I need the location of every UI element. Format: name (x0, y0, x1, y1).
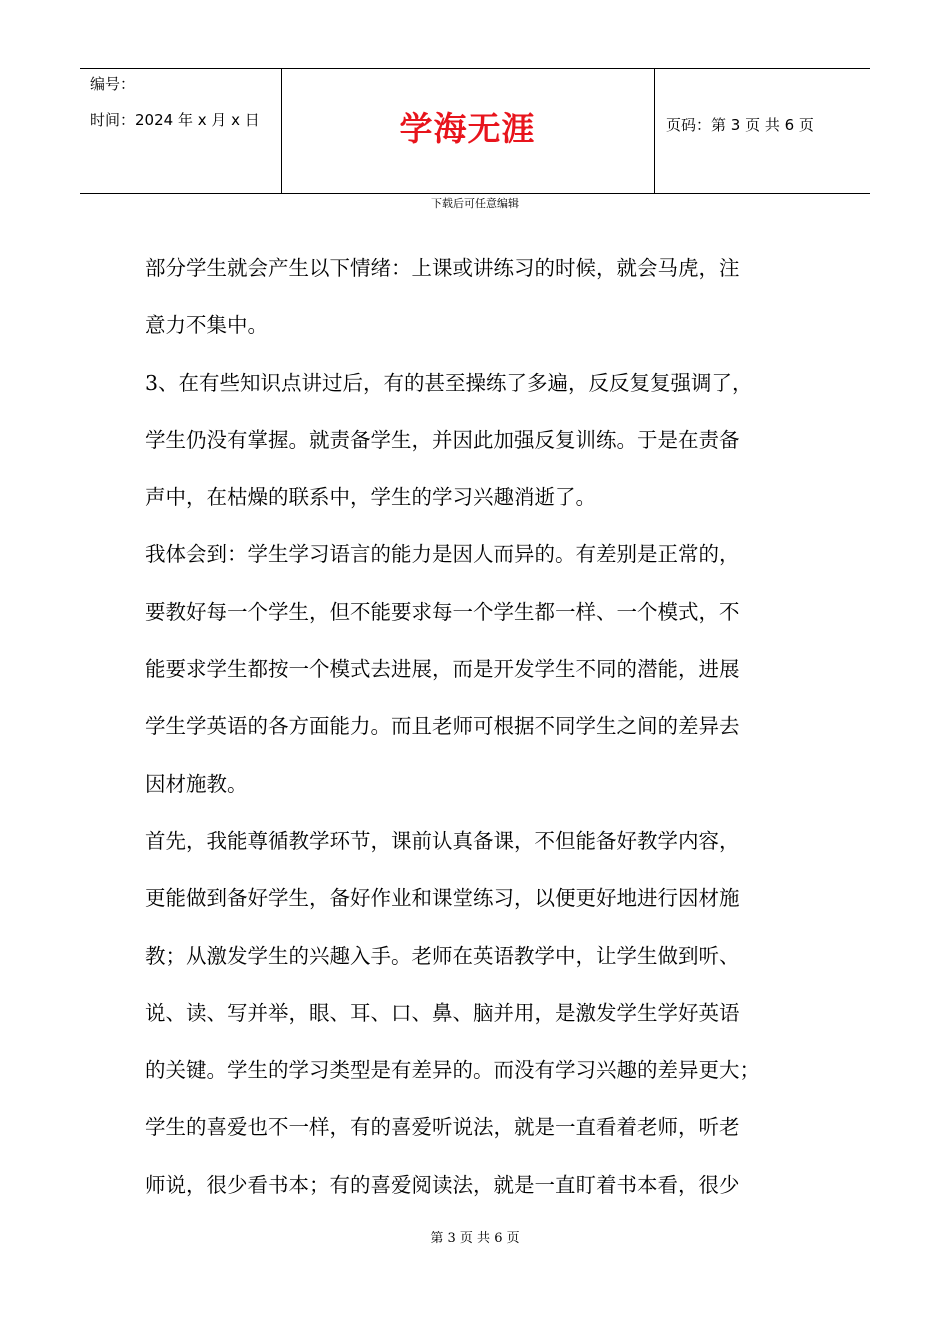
body-line: 能要求学生都按一个模式去进展，而是开发学生不同的潜能，进展 (145, 657, 740, 682)
body-line: 因材施教。 (145, 771, 248, 796)
header-right-cell (655, 69, 870, 193)
document-body (145, 240, 845, 1214)
edit-note: 下载后可任意编辑 (431, 197, 519, 210)
body-line: 学生仍没有掌握。就责备学生，并因此加强反复训练。于是在责备 (145, 427, 740, 452)
body-line: 意力不集中。 (145, 313, 268, 338)
body-line: 3、在有些知识点讲过后，有的甚至操练了多遍，反反复复强调了， (145, 370, 753, 395)
header-left-cell (80, 69, 282, 193)
body-line: 部分学生就会产生以下情绪：上课或讲练习的时候，就会马虎，注 (145, 256, 740, 280)
date-label: 时间：2024 年 x 月 x 日 (90, 111, 260, 129)
body-line: 说、读、写并举，眼、耳、口、鼻、脑并用，是激发学生学好英语 (145, 1000, 740, 1025)
body-line: 我体会到：学生学习语言的能力是因人而异的。有差别是正常的， (145, 542, 740, 567)
body-line: 首先，我能尊循教学环节，课前认真备课，不但能备好教学内容， (145, 828, 740, 853)
body-line: 声中，在枯燥的联系中，学生的学习兴趣消逝了。 (145, 485, 596, 510)
header-center-cell (281, 69, 655, 193)
body-line: 师说，很少看书本；有的喜爱阅读法，就是一直盯着书本看，很少 (145, 1172, 740, 1197)
body-line: 更能做到备好学生，备好作业和课堂练习，以便更好地进行因材施 (145, 886, 740, 911)
document-header (80, 68, 870, 194)
body-line: 教；从激发学生的兴趣入手。老师在英语教学中，让学生做到听、 (145, 943, 740, 968)
body-line: 学生的喜爱也不一样，有的喜爱听说法，就是一直看着老师，听老 (145, 1115, 740, 1140)
body-line: 的关键。学生的学习类型是有差异的。而没有学习兴趣的差异更大； (145, 1058, 760, 1083)
serial-number-label: 编号： (90, 75, 136, 93)
body-line: 要教好每一个学生，但不能要求每一个学生都一样、一个模式，不 (145, 599, 740, 624)
brand-title: 学海无涯 (399, 109, 536, 148)
page-footer: 第 3 页 共 6 页 (430, 1231, 520, 1246)
page-number-label: 页码：第 3 页 共 6 页 (666, 116, 814, 134)
body-line: 学生学英语的各方面能力。而且老师可根据不同学生之间的差异去 (145, 714, 740, 739)
